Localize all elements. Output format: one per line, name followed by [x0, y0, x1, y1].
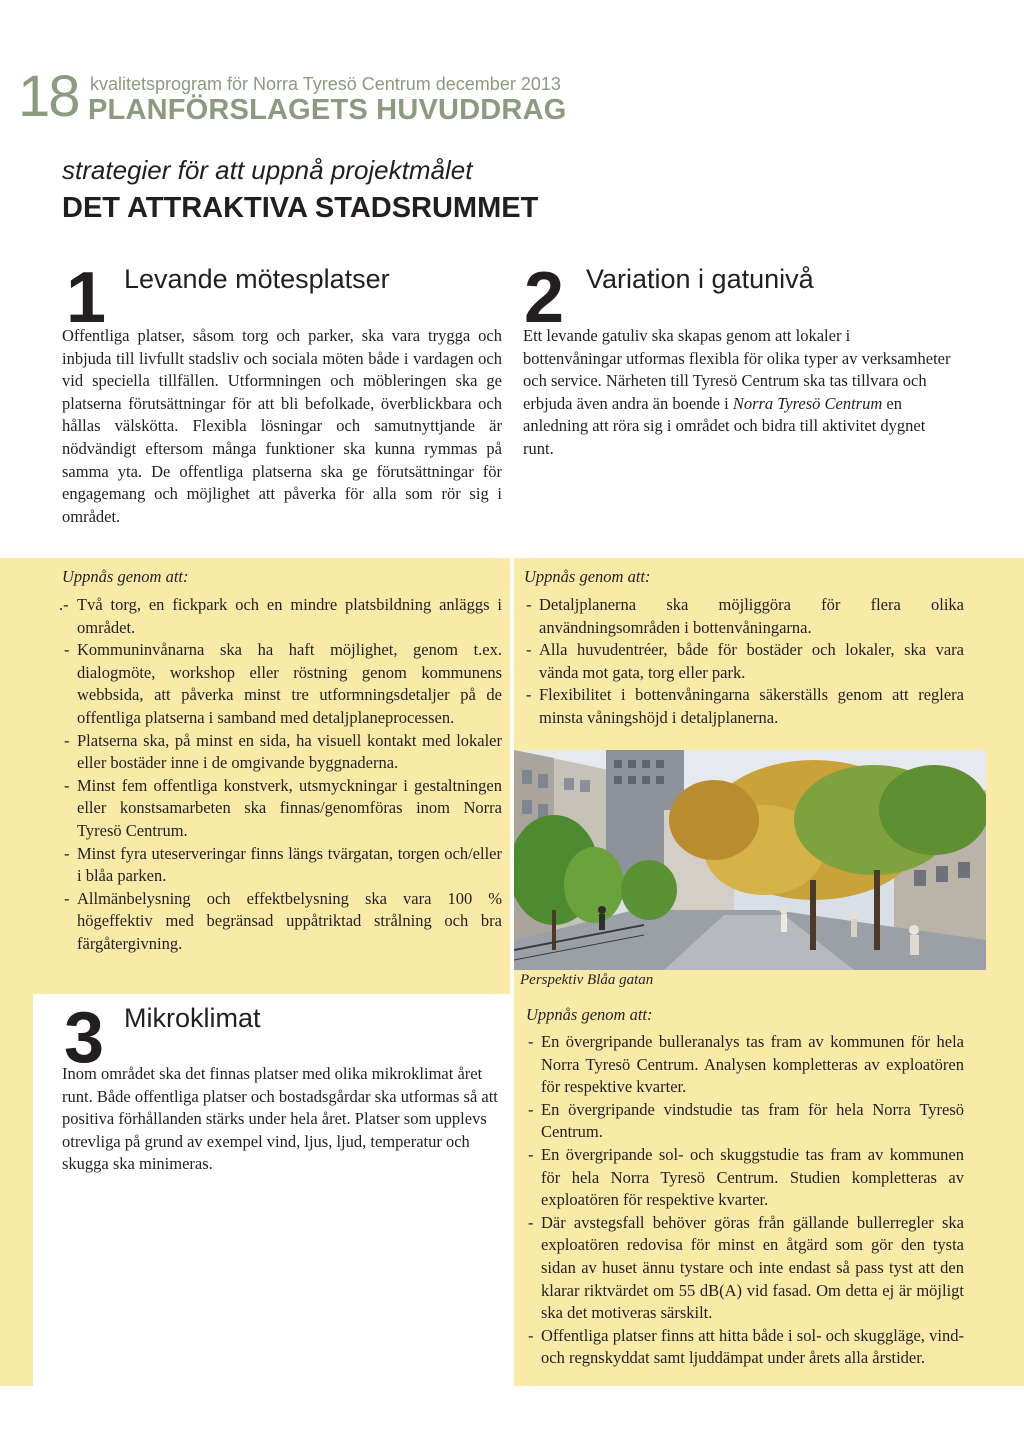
list-item: - Allmänbelysning och effektbelysning ska vara 100 % högeffektiv med begränsad uppåtriktad strålning och bra färgåtergivning. — [62, 888, 502, 956]
list-item: - En övergripande sol- och skuggstudie tas fram av kommunen för hela Norra Tyresö Centrum. Studien kompletteras av exploatören för respektive kvarter. — [526, 1144, 964, 1212]
section-body — [523, 325, 953, 461]
achieve-list — [526, 1031, 964, 1370]
achieved-label: Uppnås genom att: — [62, 567, 189, 586]
list-item: - Platserna ska, på minst en sida, ha visuell kontakt med lokaler eller bostäder inne i de omgivande byggnaderna. — [62, 730, 502, 775]
achieve-list — [524, 594, 964, 730]
section-body: Offentliga platser, såsom torg och parker, ska vara trygga och inbjuda till livfullt stadsliv och sociala möten både i vardagen och vid speciella tillfällen. Utformningen och möbleringen ska ge platserna förutsättningar för att bli befolkade, överblickbara och hållas välskötta. Flexibla lösningar och samutnyttjande är nödvändigt eftersom många funktioner ska kunna rymmas på samma yta. De offentliga platserna ska ge förutsättningar för engagemang och möjlighet att påverka för alla som rör sig i området. — [62, 326, 502, 526]
section-number: 3 — [64, 998, 105, 1078]
section-title: Levande mötesplatser — [124, 264, 390, 294]
section-title: Variation i gatunivå — [586, 264, 814, 294]
list-item: - Minst fyra uteserveringar finns längs tvärgatan, torgen och/eller i blåa parken. — [62, 843, 502, 888]
achieve-list — [62, 594, 502, 956]
list-item: - Flexibilitet i bottenvåningarna säkerställs genom att reglera minsta våningshöjd i detaljplanerna. — [524, 684, 964, 729]
list-item: - Alla huvudentréer, både för bostäder och lokaler, ska vara vända mot gata, torg eller park. — [524, 639, 964, 684]
section-body-text: en anledning att röra sig i området och bidra till aktivitet dygnet runt. — [523, 393, 926, 458]
section-title: Mikroklimat — [124, 1003, 261, 1033]
list-item: - Detaljplanerna ska möjliggöra för flera olika användningsområden i bottenvåningarna. — [524, 594, 964, 639]
list-item: - Offentliga platser finns att hitta både i sol- och skuggläge, vind- och regnskyddat samt ljuddämpat under årets alla årstider. — [526, 1325, 964, 1370]
place-name: Norra Tyresö Centrum — [732, 393, 883, 413]
list-item: - En övergripande bulleranalys tas fram av kommunen för hela Norra Tyresö Centrum. Analysen kompletteras av exploatören för respektive kvarter. — [526, 1031, 964, 1099]
achieved-label: Uppnås genom att: — [524, 567, 651, 586]
page-title: DET ATTRAKTIVA STADSRUMMET — [62, 192, 539, 224]
strategy-heading: strategier för att uppnå projektmålet — [62, 155, 473, 185]
list-item: .- Två torg, en fickpark och en mindre platsbildning anläggs i området. — [62, 594, 502, 639]
achieved-label: Uppnås genom att: — [526, 1005, 653, 1024]
street-illustration — [514, 750, 986, 970]
section-number: 1 — [66, 258, 107, 338]
chapter-title: PLANFÖRSLAGETS HUVUDDRAG — [88, 94, 567, 126]
section-body-text: Ett levande gatuliv ska skapas genom att lokaler i bottenvåningar utformas flexibla för olika typer av verksamheter och service. Närheten till Tyresö Centrum ska tas tillvara och erbjuda även andra än boende i — [523, 326, 951, 413]
image-caption: Perspektiv Blåa gatan — [520, 972, 654, 988]
document-subtitle: kvalitetsprogram för Norra Tyresö Centrum december 2013 — [90, 74, 561, 94]
section-number: 2 — [524, 258, 565, 338]
section-body: Inom området ska det finnas platser med olika mikroklimat året runt. Både offentliga platser och bostadsgårdar ska utformas så att positiva förhållanden stärks under hela året. Platser som upplevs otrevliga på grund av exempel vind, ljus, ljud, temperatur och skugga ska minimeras. — [62, 1064, 498, 1174]
list-item: - Kommuninvånarna ska ha haft möjlighet, genom t.ex. dialogmöte, workshop eller röstning genom kommunens webbsida, att påverka minst tre utformningsdetaljer på de offentliga platserna i samband med detaljplaneprocessen. — [62, 639, 502, 729]
list-item: - Minst fem offentliga konstverk, utsmyckningar i gestaltningen eller konstsamarbeten ska finnas/genomföras inom Norra Tyresö Centrum. — [62, 775, 502, 843]
page-number: 18 — [18, 64, 79, 129]
street-perspective-image — [514, 750, 986, 970]
list-item: - Där avstegsfall behöver göras från gällande bullerregler ska exploatören redovisa för minst en åtgärd som gör den tysta sidan av huset ännu tystare och inte endast så pass tyst att den klarar riktvärdet om 55 dB(A) vid fasad. Om detta ej är möjligt ska det motiveras särskilt. — [526, 1212, 964, 1325]
panel-left-strip — [0, 994, 33, 1386]
list-item: - En övergripande vindstudie tas fram för hela Norra Tyresö Centrum. — [526, 1099, 964, 1144]
